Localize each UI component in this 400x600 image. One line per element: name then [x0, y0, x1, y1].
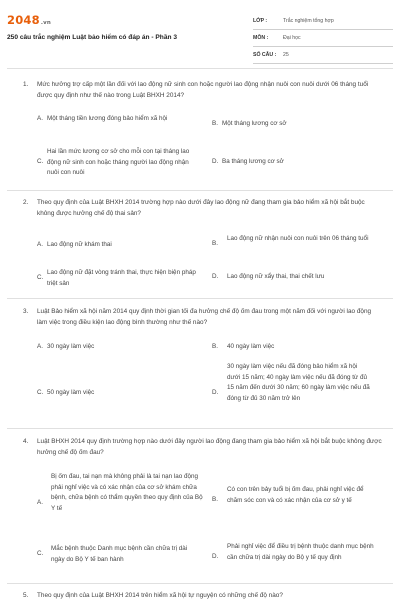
question-divider [7, 583, 393, 584]
question-divider [7, 190, 393, 191]
question-text: Luật Bảo hiểm xã hội năm 2014 quy định thời gian tối đa hưởng chế độ ốm đau trong một năm đối với người lao động làm việc trong điều kiện lao động bình thường như thế nào? [37, 308, 372, 326]
info-row-subject: MÔN : Đại học [253, 30, 393, 47]
document-title: 250 câu trắc nghiệm Luật bảo hiểm có đáp án - Phần 3 [7, 34, 178, 41]
question-text: Mức hưởng trợ cấp một lần đối với lao động nữ sinh con hoặc người lao động nhận nuôi con nuôi dưới 06 tháng tuổi được quy định như thế nào trong Luật BHXH 2014? [37, 81, 369, 99]
document-header [0, 0, 400, 70]
question-text: Luật BHXH 2014 quy định trường hợp nào dưới đây người lao động đang tham gia bảo hiểm xã hội bắt buộc không được hưởng chế độ ốm đau? [37, 438, 382, 456]
site-logo[interactable]: 2048.vn [7, 13, 52, 27]
question-divider [7, 428, 393, 429]
question-text: Theo quy định của Luật BHXH 2014 trường hợp nào dưới đây lao động nữ đang tham gia bảo hiểm xã hội bắt buộc không được hưởng chế độ thai sản? [37, 199, 365, 217]
header-divider [7, 68, 393, 69]
question-divider [7, 298, 393, 299]
info-table [253, 13, 393, 64]
info-row-count: SỐ CÂU : 25 [253, 47, 393, 64]
info-row-class: LỚP : Trắc nghiệm tổng hợp [253, 13, 393, 30]
question-text: Theo quy định của Luật BHXH 2014 trên hiểm xã hội tự nguyện có những chế độ nào? [37, 592, 283, 599]
